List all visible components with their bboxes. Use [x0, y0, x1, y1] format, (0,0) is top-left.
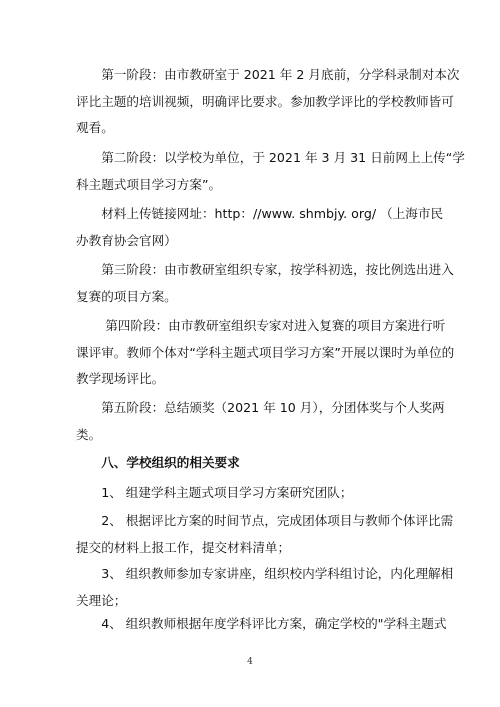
- section-heading: [76, 450, 438, 477]
- text-line: 类。: [76, 426, 102, 442]
- text-line: 第三阶段：由市教研室组织专家，按学科初选，按比例选出进入: [76, 262, 454, 277]
- list-item-2: [76, 508, 454, 561]
- paragraph-stage-1: [76, 62, 460, 142]
- text-line: 第四阶段：由市教研室组织专家对进入复赛的项目方案进行听: [76, 318, 446, 333]
- paragraph-stage-2: [76, 145, 465, 198]
- text-line: 2、 根据评比方案的时间节点，完成团体项目与教师个体评比需: [76, 513, 454, 528]
- list-item-3: [76, 561, 454, 614]
- text-line: 材料上传链接网址：http：//www. shmbjy. org/ （上海市民: [76, 206, 444, 221]
- heading-text: 八、学校组织的相关要求: [76, 455, 240, 470]
- list-item-1: [76, 480, 438, 507]
- text-line: 课评审。教师个体对“学科主题式项目学习方案”开展以课时为单位的: [76, 344, 455, 360]
- text-line: 观看。: [76, 120, 114, 135]
- text-line: 第五阶段：总结颁奖（2021 年 10 月），分团体奖与个人奖两: [76, 400, 445, 415]
- text-line: 第二阶段：以学校为单位，于 2021 年 3 月 31 日前网上上传“学: [76, 150, 465, 165]
- text-line: 第一阶段：由市教研室于 2021 年 2 月底前，分学科录制对本次: [76, 67, 460, 82]
- text-line: 4、 组织教师根据年度学科评比方案，确定学校的"学科主题式: [76, 616, 447, 631]
- paragraph-stage-3: [76, 257, 454, 310]
- paragraph-upload-url: [76, 201, 444, 254]
- text-line: 科主题式项目学习方案”。: [76, 176, 222, 192]
- text-line: 提交的材料上报工作，提交材料清单；: [76, 539, 291, 555]
- text-line: 评比主题的培训视频，明确评比要求。参加教学评比的学校教师皆可: [76, 93, 454, 109]
- text-line: 教学现场评比。: [76, 371, 165, 386]
- list-item-4: [76, 611, 447, 638]
- text-line: 1、 组建学科主题式项目学习方案研究团队；: [76, 485, 353, 500]
- paragraph-stage-4: [76, 313, 455, 393]
- text-line: 复赛的项目方案。: [76, 288, 177, 304]
- text-line: 3、 组织教师参加专家讲座，组织校内学科组讨论，内化理解相: [76, 566, 454, 581]
- text-line: 办教育协会官网）: [76, 232, 177, 248]
- text-line: 关理论；: [76, 592, 127, 608]
- page-number: 4: [247, 657, 253, 667]
- paragraph-stage-5: [76, 395, 445, 448]
